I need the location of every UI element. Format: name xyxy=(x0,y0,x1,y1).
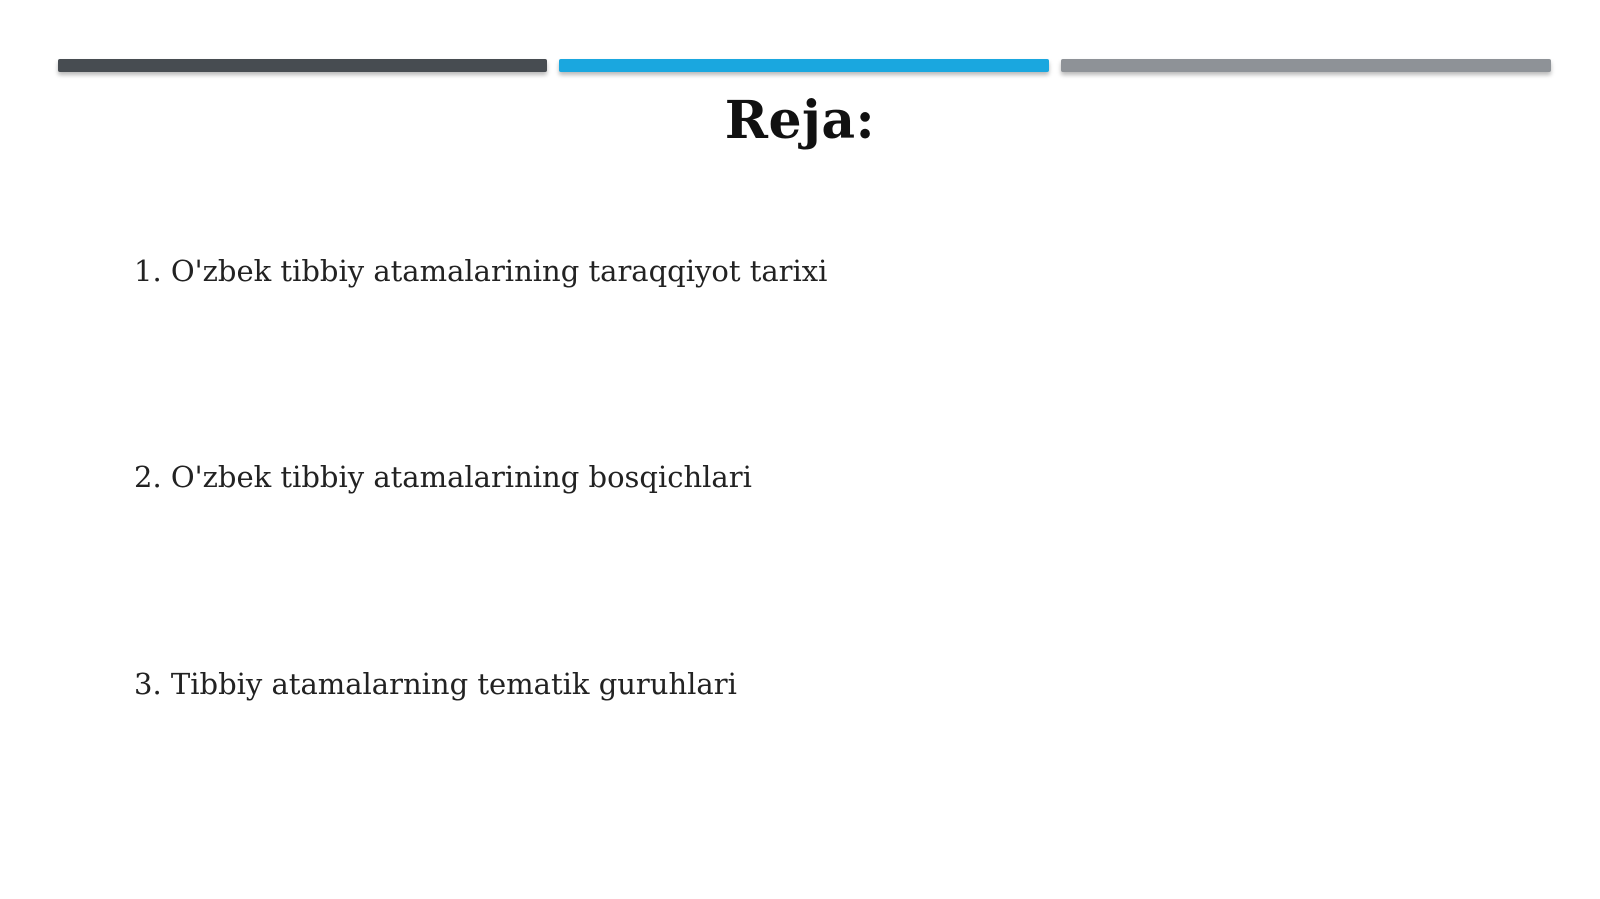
header-bar-blue xyxy=(559,59,1049,72)
plan-item-1: 1. O'zbek tibbiy atamalarining taraqqiyot tarixi xyxy=(134,254,828,288)
header-bar-gray xyxy=(1061,59,1551,72)
plan-item-3: 3. Tibbiy atamalarning tematik guruhlari xyxy=(134,667,737,701)
header-bar-dark xyxy=(58,59,547,72)
slide-title: Reja: xyxy=(724,90,876,151)
plan-item-2: 2. O'zbek tibbiy atamalarining bosqichlari xyxy=(134,460,752,494)
